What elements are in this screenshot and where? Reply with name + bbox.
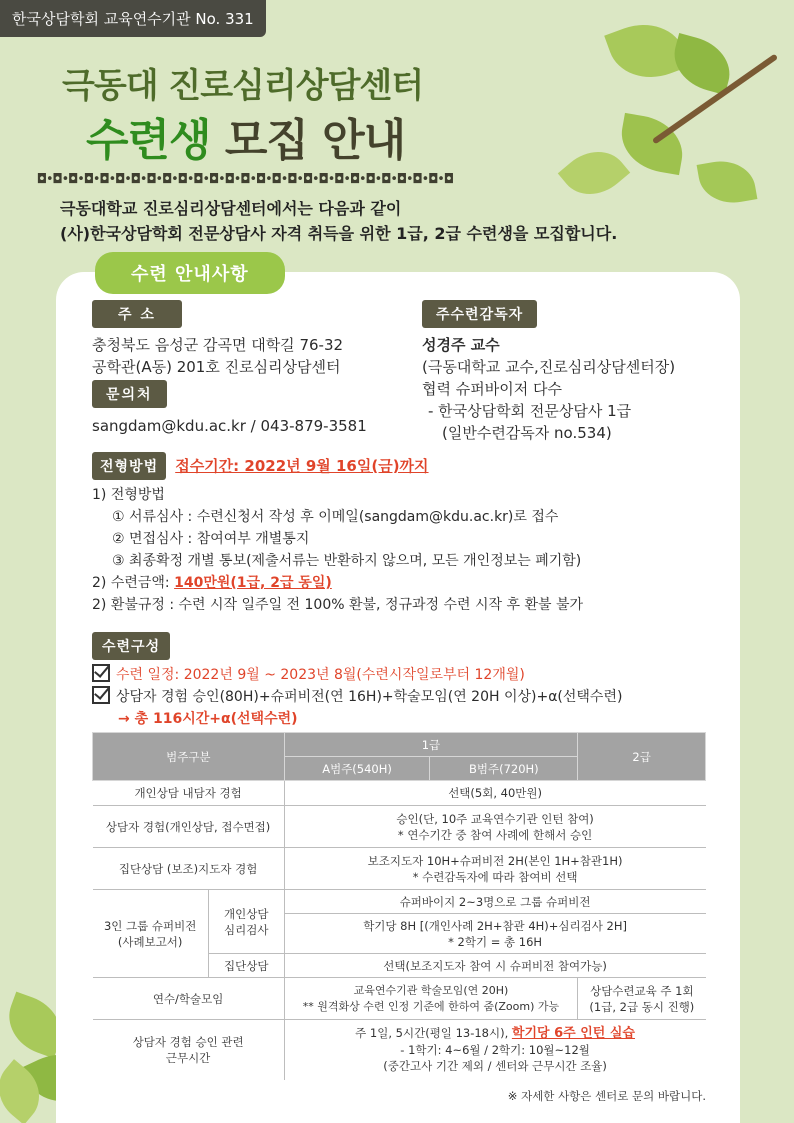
leaf-decoration [697, 156, 758, 209]
supervisor-name: 성경주 교수 [422, 336, 500, 354]
table-row: 연수/학술모임 교육연수기관 학술모임(연 20H) ** 원격화상 수련 인정 기준에 한하여 줌(Zoom) 가능 상담수련교육 주 1회 (1급, 2급 동시 진행) [93, 978, 706, 1020]
header-category-b: B범주(720H) [430, 757, 578, 781]
contact-value: sangdam@kdu.ac.kr / 043-879-3581 [92, 417, 367, 435]
intro-line-1: 극동대학교 진로심리상담센터에서는 다음과 같이 [60, 199, 402, 218]
title-center-name: 극동대 진로심리상담센터 [62, 66, 424, 106]
header-category: 범주구분 [93, 733, 285, 781]
training-schedule: 수련 일정: 2022년 9월 ~ 2023년 8월(수련시작일로부터 12개월) [116, 667, 525, 683]
selection-step-1: ① 서류심사 : 수련신청서 작성 후 이메일(sangdam@kdu.ac.kr)로 접수 [112, 509, 559, 525]
selection-step-3: ③ 최종확정 개별 통보(제출서류는 반환하지 않으며, 모든 개인정보는 폐기함) [112, 553, 582, 569]
supervisor-block [422, 300, 675, 444]
checkbox-icon [92, 664, 110, 682]
training-structure-table [92, 732, 706, 1080]
institution-badge: 한국상담학회 교육연수기관 No. 331 [0, 0, 266, 37]
selection-step-2: ② 면접심사 : 참여여부 개별통지 [112, 531, 310, 547]
contact-label: 문의처 [92, 380, 167, 408]
dotted-divider: ◘•◘•◘•◘•◘•◘•◘•◘•◘•◘•◘•◘•◘•◘•◘•◘•◘•◘•◘•◘•◘•◘•◘•◘•◘•◘•◘ [38, 172, 453, 187]
composition-label: 수련구성 [92, 632, 170, 660]
title-trainee: 수련생 [86, 115, 211, 166]
address-line-1: 충청북도 음성군 감곡면 대학길 76-32 [92, 336, 344, 354]
title-recruitment [86, 104, 405, 168]
title-recruitment-notice: 모집 안내 [210, 115, 406, 166]
training-total: → 총 116시간+α(선택수련) [118, 711, 298, 727]
supervisor-label: 주수련감독자 [422, 300, 537, 328]
footnote: ※ 자세한 사항은 센터로 문의 바랍니다. [507, 1089, 706, 1103]
table-row: 집단상담 선택(보조지도자 참여 시 슈퍼비전 참여가능) [93, 954, 706, 978]
address-line-2: 공학관(A동) 201호 진로심리상담센터 [92, 358, 341, 376]
fee-prefix: 2) 수련금액: [92, 575, 175, 591]
selection-header [92, 452, 429, 480]
table-row: 집단상담 (보조)지도자 경험 보조지도자 10H+슈퍼비전 2H(본인 1H+참관1H) * 수련감독자에 따라 참여비 선택 [93, 848, 706, 890]
section-tab-training-info: 수련 안내사항 [95, 252, 285, 294]
table-row: 3인 그룹 슈퍼비전 (사례보고서) 개인상담 심리검사 슈퍼바이지 2~3명으로 그룹 슈퍼비전 [93, 890, 706, 914]
supervisor-cert-2: (일반수련감독자 no.534) [442, 424, 612, 442]
address-block [92, 300, 343, 378]
fee-value: 140만원(1급, 2급 동일) [174, 575, 332, 591]
composition-list [92, 664, 622, 730]
table-row: 개인상담 내담자 경험 선택(5회, 40만원) [93, 781, 706, 806]
header-grade2: 2급 [578, 733, 706, 781]
supervisor-cert-1: - 한국상담학회 전문상담사 1급 [428, 402, 632, 420]
table-row: 학기당 8H [(개인사례 2H+참관 4H)+심리검사 2H] * 2학기 = 총 16H [93, 914, 706, 954]
table-row: 상담자 경험(개인상담, 접수면접) 승인(단, 10주 교육연수기관 인턴 참여) * 연수기간 중 참여 사례에 한해서 승인 [93, 806, 706, 848]
address-label: 주 소 [92, 300, 182, 328]
refund-policy: 2) 환불규정 : 수련 시작 일주일 전 100% 환불, 정규과정 수련 시작 후 환불 불가 [92, 597, 584, 613]
checkbox-icon [92, 686, 110, 704]
intro-line-2: (사)한국상담학회 전문상담사 자격 취득을 위한 1급, 2급 수련생을 모집합니다. [60, 224, 618, 243]
intro-text [60, 196, 617, 246]
selection-item-1: 1) 전형방법 [92, 487, 165, 503]
composition-block [92, 632, 170, 660]
selection-list [92, 484, 583, 616]
contact-block [92, 380, 367, 437]
header-grade1: 1급 [284, 733, 578, 757]
training-hours: 상담자 경험 승인(80H)+슈퍼비전(연 16H)+학술모임(연 20H 이상)+α(선택수련) [116, 689, 623, 705]
table-row: 상담자 경험 승인 관련 근무시간 주 1일, 5시간(평일 13-18시), 학기당 6주 인턴 실습 - 1학기: 4~6월 / 2학기: 10월~12월 (중간고사 기간 제외 / 센터와 근무시간 조율) [93, 1020, 706, 1080]
supervisor-affiliation: (극동대학교 교수,진로심리상담센터장) [422, 358, 676, 376]
supervisor-coop: 협력 슈퍼바이저 다수 [422, 380, 562, 398]
application-deadline: 접수기간: 2022년 9월 16일(금)까지 [175, 457, 429, 475]
selection-label: 전형방법 [92, 452, 166, 480]
header-category-a: A범주(540H) [284, 757, 430, 781]
fee-line [92, 572, 583, 594]
